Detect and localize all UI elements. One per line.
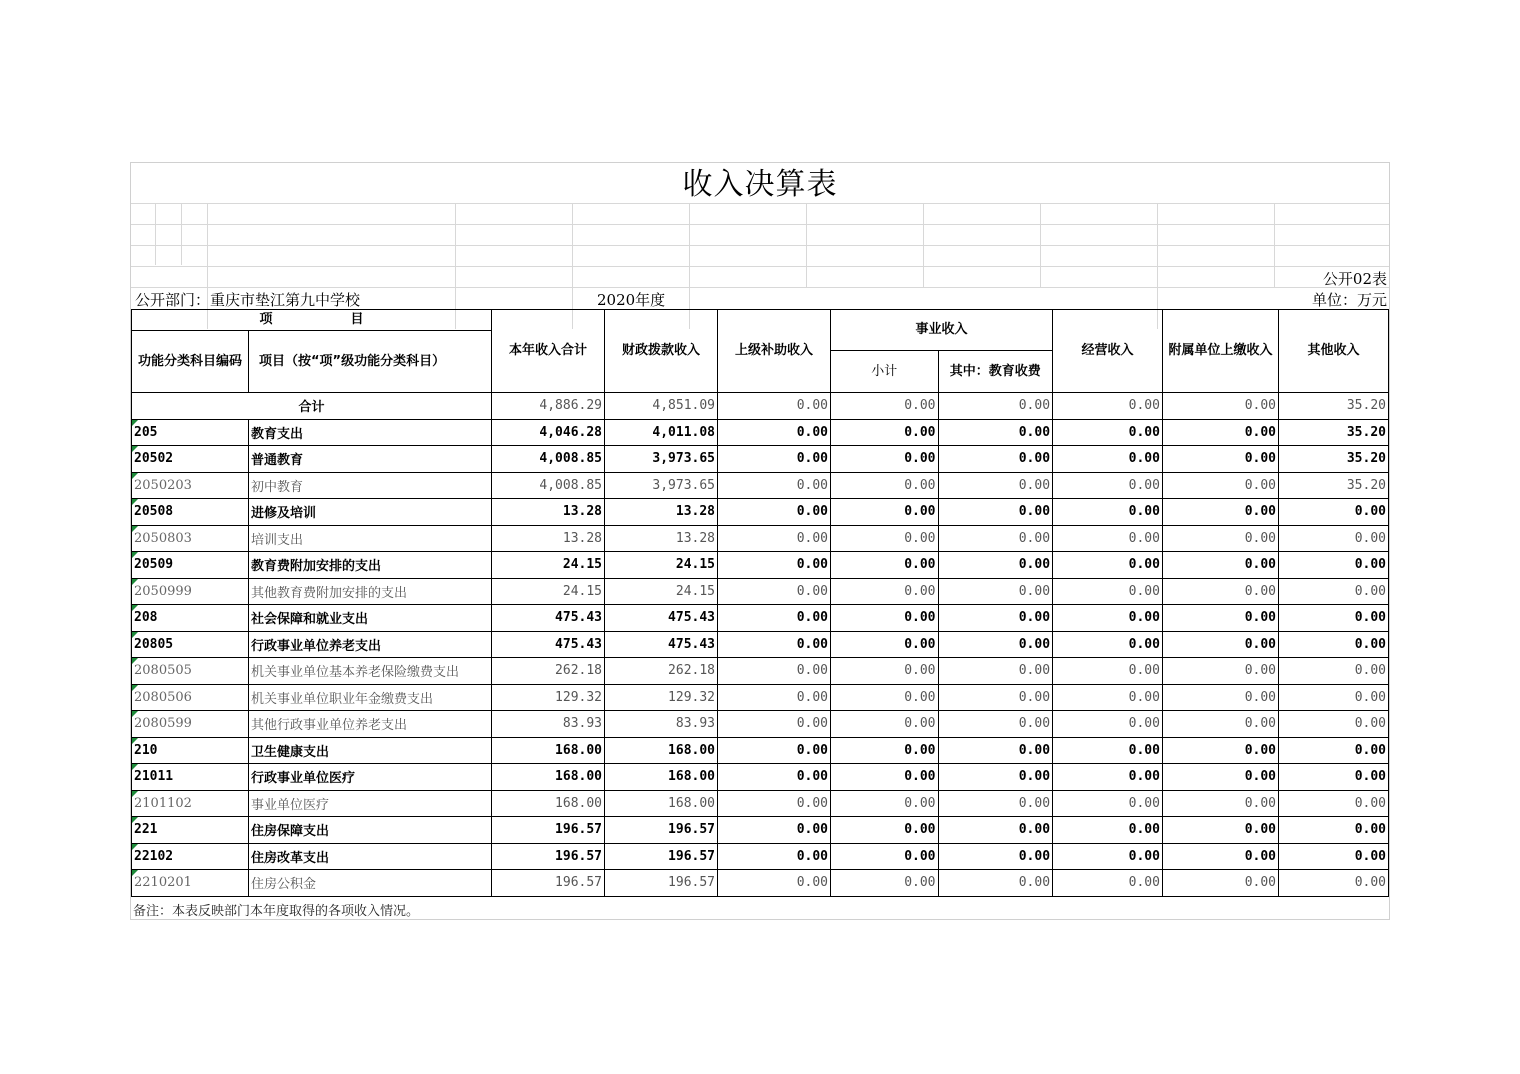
row-name: 教育支出 — [249, 419, 492, 446]
total-cell: 0.00 — [1162, 393, 1278, 420]
row-value: 0.00 — [1279, 711, 1389, 738]
row-value: 0.00 — [831, 764, 939, 791]
income-statement-sheet — [130, 162, 1390, 920]
row-value: 168.00 — [605, 790, 718, 817]
row-value: 0.00 — [1053, 631, 1163, 658]
row-value: 0.00 — [1162, 684, 1278, 711]
form-number: 公开02表 — [1322, 270, 1387, 288]
row-value: 0.00 — [938, 446, 1053, 473]
row-value: 13.28 — [492, 525, 605, 552]
row-value: 0.00 — [1162, 737, 1278, 764]
row-value: 262.18 — [605, 658, 718, 685]
row-value: 475.43 — [492, 605, 605, 632]
row-value: 0.00 — [718, 605, 831, 632]
row-value: 0.00 — [938, 552, 1053, 579]
table-row — [132, 578, 1389, 605]
table-row — [132, 817, 1389, 844]
row-code: 20805 — [132, 631, 249, 658]
row-value: 0.00 — [831, 552, 939, 579]
row-value: 35.20 — [1279, 446, 1389, 473]
row-value: 196.57 — [492, 870, 605, 897]
row-name: 机关事业单位职业年金缴费支出 — [249, 684, 492, 711]
row-value: 0.00 — [938, 605, 1053, 632]
table-row — [132, 499, 1389, 526]
row-code: 21011 — [132, 764, 249, 791]
row-value: 475.43 — [605, 631, 718, 658]
total-cell: 0.00 — [718, 393, 831, 420]
header-code: 功能分类科目编码 — [132, 331, 249, 393]
row-value: 0.00 — [718, 631, 831, 658]
row-value: 475.43 — [492, 631, 605, 658]
row-value: 0.00 — [1053, 870, 1163, 897]
row-name: 其他教育费附加安排的支出 — [249, 578, 492, 605]
row-value: 3,973.65 — [605, 446, 718, 473]
empty-row — [131, 266, 1389, 288]
header-item-group: 项 目 — [132, 310, 492, 331]
row-value: 0.00 — [1162, 790, 1278, 817]
row-value: 0.00 — [938, 737, 1053, 764]
row-code: 2050203 — [132, 472, 249, 499]
row-value: 0.00 — [1162, 870, 1278, 897]
header-fiscal: 财政拨款收入 — [605, 310, 718, 393]
gridline — [1274, 203, 1275, 287]
row-code: 20508 — [132, 499, 249, 526]
department-label: 公开部门：重庆市垫江第九中学校 — [135, 291, 361, 309]
row-value: 196.57 — [605, 843, 718, 870]
row-value: 0.00 — [938, 472, 1053, 499]
row-value: 13.28 — [605, 525, 718, 552]
row-value: 0.00 — [1053, 658, 1163, 685]
row-value: 24.15 — [492, 578, 605, 605]
row-value: 0.00 — [1279, 843, 1389, 870]
row-value: 0.00 — [1053, 817, 1163, 844]
row-value: 0.00 — [1053, 472, 1163, 499]
table-row — [132, 472, 1389, 499]
table-row — [132, 711, 1389, 738]
footnote: 备注：本表反映部门本年度取得的各项收入情况。 — [133, 904, 420, 919]
row-value: 0.00 — [1053, 684, 1163, 711]
row-value: 0.00 — [1279, 499, 1389, 526]
row-value: 0.00 — [1279, 578, 1389, 605]
row-value: 168.00 — [492, 737, 605, 764]
row-name: 其他行政事业单位养老支出 — [249, 711, 492, 738]
row-value: 0.00 — [1053, 790, 1163, 817]
row-code: 2101102 — [132, 790, 249, 817]
row-value: 0.00 — [1279, 605, 1389, 632]
row-value: 0.00 — [831, 658, 939, 685]
table-row — [132, 658, 1389, 685]
total-cell: 0.00 — [831, 393, 939, 420]
total-cell: 4,886.29 — [492, 393, 605, 420]
row-value: 0.00 — [1279, 737, 1389, 764]
row-name: 初中教育 — [249, 472, 492, 499]
row-value: 0.00 — [718, 737, 831, 764]
row-value: 0.00 — [718, 843, 831, 870]
row-value: 0.00 — [718, 684, 831, 711]
row-name: 住房保障支出 — [249, 817, 492, 844]
row-code: 221 — [132, 817, 249, 844]
row-value: 0.00 — [718, 711, 831, 738]
row-value: 0.00 — [1053, 764, 1163, 791]
header-subtotal: 小计 — [831, 351, 939, 393]
header-affiliated: 附属单位上缴收入 — [1162, 310, 1278, 393]
row-value: 35.20 — [1279, 419, 1389, 446]
row-value: 4,008.85 — [492, 446, 605, 473]
row-value: 0.00 — [831, 499, 939, 526]
table-row — [132, 605, 1389, 632]
row-value: 0.00 — [1162, 578, 1278, 605]
row-value: 0.00 — [1279, 764, 1389, 791]
row-name: 事业单位医疗 — [249, 790, 492, 817]
row-value: 0.00 — [938, 684, 1053, 711]
gridline — [923, 203, 924, 287]
row-value: 0.00 — [1162, 631, 1278, 658]
row-value: 0.00 — [938, 790, 1053, 817]
row-value: 0.00 — [718, 578, 831, 605]
row-value: 24.15 — [605, 552, 718, 579]
row-value: 0.00 — [938, 525, 1053, 552]
row-value: 0.00 — [831, 605, 939, 632]
row-code: 210 — [132, 737, 249, 764]
table-row — [132, 790, 1389, 817]
row-value: 0.00 — [1162, 499, 1278, 526]
row-value: 0.00 — [1053, 843, 1163, 870]
table-row — [132, 419, 1389, 446]
row-value: 475.43 — [605, 605, 718, 632]
row-value: 0.00 — [831, 817, 939, 844]
row-value: 0.00 — [718, 870, 831, 897]
unit-label: 单位：万元 — [1311, 291, 1387, 309]
table-row — [132, 684, 1389, 711]
row-value: 0.00 — [718, 658, 831, 685]
row-code: 2080505 — [132, 658, 249, 685]
row-value: 24.15 — [492, 552, 605, 579]
header-name: 项目（按“项”级功能分类科目） — [249, 331, 492, 393]
row-name: 行政事业单位医疗 — [249, 764, 492, 791]
row-name: 住房公积金 — [249, 870, 492, 897]
row-value: 0.00 — [1162, 472, 1278, 499]
row-value: 0.00 — [1162, 658, 1278, 685]
row-value: 0.00 — [831, 631, 939, 658]
header-other: 其他收入 — [1279, 310, 1389, 393]
row-value: 168.00 — [492, 764, 605, 791]
table-row — [132, 870, 1389, 897]
row-name: 进修及培训 — [249, 499, 492, 526]
row-value: 0.00 — [718, 552, 831, 579]
row-value: 168.00 — [605, 764, 718, 791]
total-cell: 35.20 — [1279, 393, 1389, 420]
row-value: 0.00 — [938, 658, 1053, 685]
row-value: 3,973.65 — [605, 472, 718, 499]
row-name: 机关事业单位基本养老保险缴费支出 — [249, 658, 492, 685]
row-value: 0.00 — [938, 578, 1053, 605]
row-value: 35.20 — [1279, 472, 1389, 499]
row-value: 0.00 — [718, 419, 831, 446]
sheet-title: 收入决算表 — [682, 167, 838, 202]
row-value: 196.57 — [605, 817, 718, 844]
row-value: 4,011.08 — [605, 419, 718, 446]
header-operating: 经营收入 — [1053, 310, 1163, 393]
row-value: 0.00 — [831, 843, 939, 870]
total-cell: 0.00 — [1053, 393, 1163, 420]
row-value: 0.00 — [1053, 737, 1163, 764]
header-total: 本年收入合计 — [492, 310, 605, 393]
row-value: 262.18 — [492, 658, 605, 685]
row-value: 0.00 — [938, 419, 1053, 446]
row-value: 196.57 — [492, 817, 605, 844]
row-value: 0.00 — [718, 446, 831, 473]
row-value: 168.00 — [605, 737, 718, 764]
row-code: 2080506 — [132, 684, 249, 711]
year-label: 2020年度 — [597, 291, 666, 309]
table-row — [132, 446, 1389, 473]
row-code: 2050999 — [132, 578, 249, 605]
row-value: 0.00 — [718, 817, 831, 844]
row-value: 24.15 — [605, 578, 718, 605]
row-value: 0.00 — [1279, 658, 1389, 685]
row-value: 0.00 — [1279, 525, 1389, 552]
row-value: 0.00 — [1053, 446, 1163, 473]
row-value: 0.00 — [1162, 711, 1278, 738]
row-value: 0.00 — [1279, 790, 1389, 817]
row-value: 129.32 — [605, 684, 718, 711]
row-value: 0.00 — [831, 578, 939, 605]
row-name: 普通教育 — [249, 446, 492, 473]
total-cell: 0.00 — [938, 393, 1053, 420]
row-value: 0.00 — [1053, 499, 1163, 526]
row-value: 0.00 — [938, 843, 1053, 870]
row-value: 0.00 — [831, 870, 939, 897]
row-value: 0.00 — [831, 790, 939, 817]
table-row — [132, 552, 1389, 579]
row-value: 0.00 — [718, 790, 831, 817]
row-value: 196.57 — [492, 843, 605, 870]
row-value: 0.00 — [1279, 684, 1389, 711]
row-value: 0.00 — [1162, 525, 1278, 552]
row-value: 196.57 — [605, 870, 718, 897]
row-value: 0.00 — [831, 684, 939, 711]
row-value: 0.00 — [831, 472, 939, 499]
table-row — [132, 764, 1389, 791]
row-value: 0.00 — [1162, 764, 1278, 791]
row-value: 0.00 — [1053, 578, 1163, 605]
row-code: 22102 — [132, 843, 249, 870]
gridline — [155, 203, 156, 265]
row-value: 13.28 — [492, 499, 605, 526]
table-row — [132, 631, 1389, 658]
header-career-group: 事业收入 — [831, 310, 1053, 351]
row-value: 83.93 — [605, 711, 718, 738]
row-code: 2050803 — [132, 525, 249, 552]
row-code: 205 — [132, 419, 249, 446]
row-value: 0.00 — [938, 711, 1053, 738]
gridline — [1040, 203, 1041, 287]
gridline — [181, 203, 182, 265]
row-value: 0.00 — [1279, 870, 1389, 897]
row-name: 住房改革支出 — [249, 843, 492, 870]
row-code: 20502 — [132, 446, 249, 473]
row-value: 0.00 — [1162, 552, 1278, 579]
row-value: 0.00 — [1279, 817, 1389, 844]
row-value: 0.00 — [831, 446, 939, 473]
row-value: 83.93 — [492, 711, 605, 738]
row-value: 0.00 — [1162, 843, 1278, 870]
row-value: 0.00 — [1053, 552, 1163, 579]
row-value: 0.00 — [831, 525, 939, 552]
row-value: 0.00 — [1162, 446, 1278, 473]
row-value: 129.32 — [492, 684, 605, 711]
empty-row — [131, 224, 1389, 246]
row-value: 0.00 — [938, 499, 1053, 526]
gridline — [806, 203, 807, 287]
total-row — [132, 393, 1389, 420]
row-value: 0.00 — [938, 817, 1053, 844]
table-row — [132, 525, 1389, 552]
row-value: 0.00 — [938, 870, 1053, 897]
row-code: 20509 — [132, 552, 249, 579]
row-value: 0.00 — [1162, 419, 1278, 446]
row-code: 2210201 — [132, 870, 249, 897]
row-code: 208 — [132, 605, 249, 632]
table-row — [132, 843, 1389, 870]
row-value: 0.00 — [1053, 419, 1163, 446]
total-label: 合计 — [132, 393, 492, 420]
row-name: 培训支出 — [249, 525, 492, 552]
header-edu-fee: 其中：教育收费 — [938, 351, 1053, 393]
row-value: 4,008.85 — [492, 472, 605, 499]
header-superior: 上级补助收入 — [718, 310, 831, 393]
row-value: 0.00 — [831, 419, 939, 446]
row-value: 0.00 — [718, 499, 831, 526]
row-value: 0.00 — [718, 472, 831, 499]
row-value: 0.00 — [1162, 817, 1278, 844]
row-value: 0.00 — [1053, 605, 1163, 632]
row-name: 卫生健康支出 — [249, 737, 492, 764]
income-table — [131, 309, 1389, 897]
table-row — [132, 737, 1389, 764]
total-cell: 4,851.09 — [605, 393, 718, 420]
row-value: 0.00 — [1279, 552, 1389, 579]
row-value: 0.00 — [938, 764, 1053, 791]
row-value: 0.00 — [1279, 631, 1389, 658]
empty-row — [131, 245, 1389, 267]
row-value: 0.00 — [718, 764, 831, 791]
row-name: 社会保障和就业支出 — [249, 605, 492, 632]
row-value: 0.00 — [1053, 711, 1163, 738]
row-value: 13.28 — [605, 499, 718, 526]
row-value: 0.00 — [1053, 525, 1163, 552]
row-value: 0.00 — [718, 525, 831, 552]
row-value: 4,046.28 — [492, 419, 605, 446]
row-value: 168.00 — [492, 790, 605, 817]
row-name: 行政事业单位养老支出 — [249, 631, 492, 658]
row-value: 0.00 — [1162, 605, 1278, 632]
row-name: 教育费附加安排的支出 — [249, 552, 492, 579]
row-value: 0.00 — [831, 737, 939, 764]
row-code: 2080599 — [132, 711, 249, 738]
row-value: 0.00 — [938, 631, 1053, 658]
empty-row — [131, 203, 1389, 225]
row-value: 0.00 — [831, 711, 939, 738]
